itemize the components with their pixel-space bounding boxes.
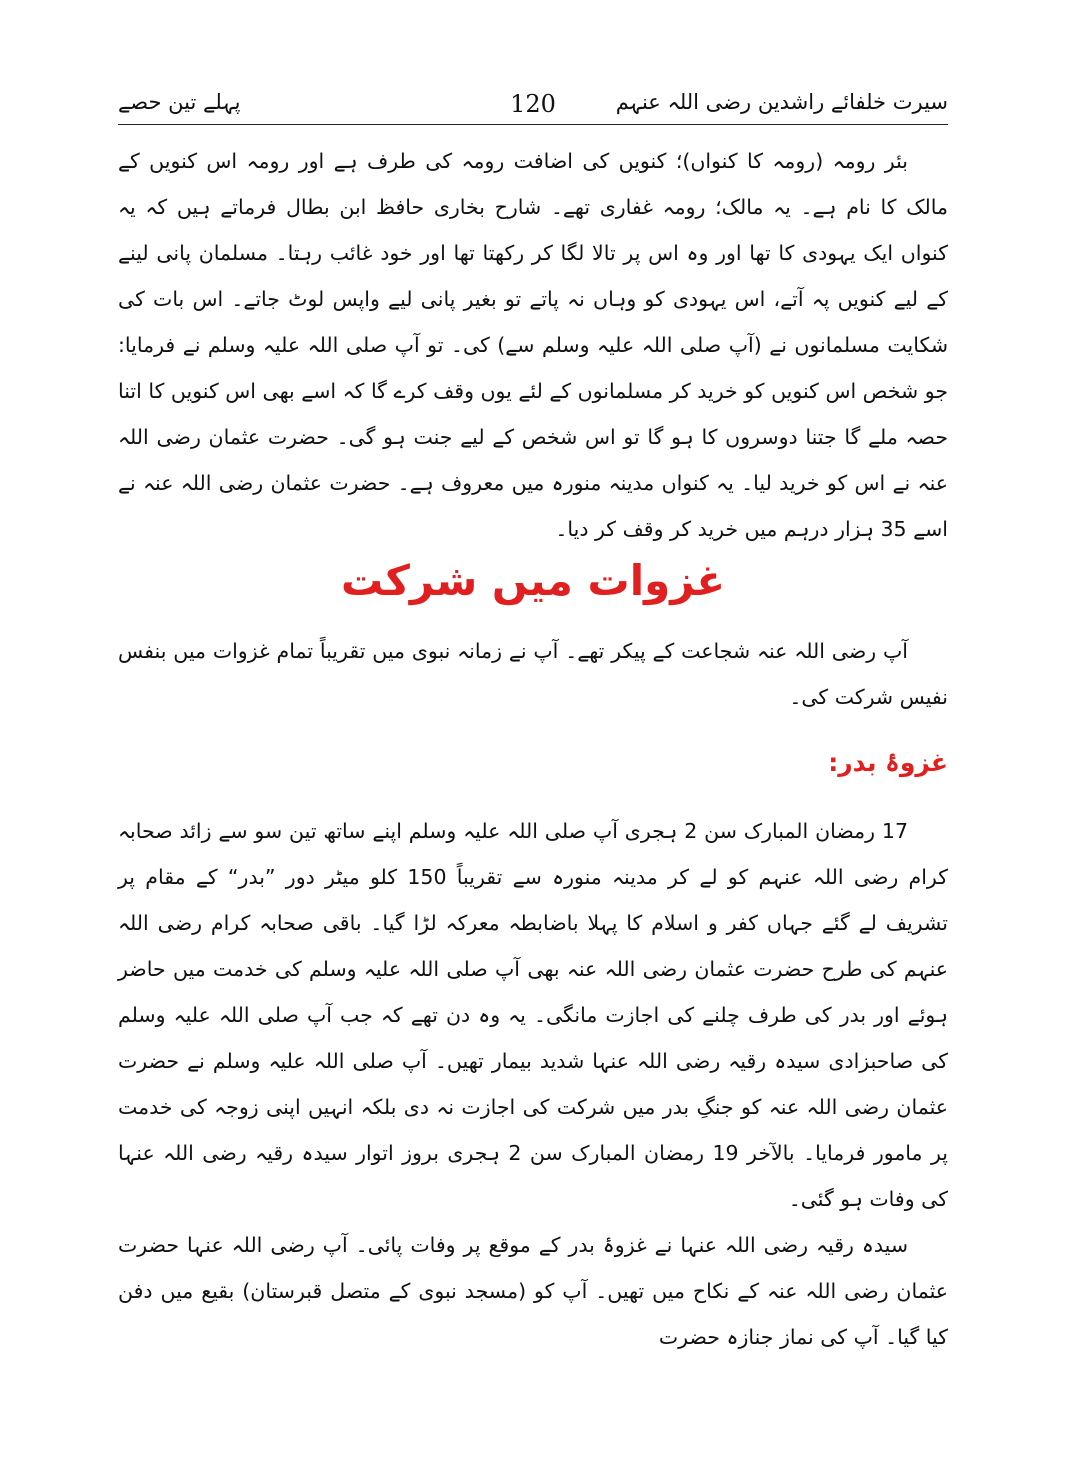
paragraph: بئر رومہ (رومہ کا کنواں)؛ کنویں کی اضافت رومہ کی طرف ہے اور رومہ اس کنویں کے مالک کا نام ہے۔ یہ مالک؛ رومہ غفاری تھے۔ شارح بخاری حافظ ابن بطال فرماتے ہیں کہ یہ کنواں ایک یہودی کا تھا اور وہ اس پر تالا لگا کر رکھتا تھا اور خود غائب رہتا۔ مسلمان پانی لینے کے لیے کنویں پہ آتے، اس یہودی کو وہاں نہ پاتے تو بغیر پانی لیے واپس لوٹ جاتے۔ اس بات کی شکایت مسلمانوں نے (آپ صلی اللہ علیہ وسلم سے) کی۔ تو آپ صلی اللہ علیہ وسلم نے فرمایا: جو شخص اس کنویں کو خرید کر مسلمانوں کے لئے یوں وقف کرے گا کہ اسے بھی اس کنویں کا اتنا حصہ ملے گا جتنا دوسروں کا ہو گا تو اس شخص کے لیے جنت ہو گی۔ حضرت عثمان رضی اللہ عنہ نے اس کو خرید لیا۔ یہ کنواں مدینہ منورہ میں معروف ہے۔ حضرت عثمان رضی اللہ عنہ نے اسے 35 ہزار درہم میں خرید کر وقف کر دیا۔ — [118, 149, 948, 541]
subheading-badr: غزوۂ بدر: — [828, 748, 948, 777]
paragraph: آپ رضی اللہ عنہ شجاعت کے پیکر تھے۔ آپ نے زمانہ نبوی میں تقریباً تمام غزوات میں بنفس نفیس شرکت کی۔ — [118, 639, 948, 709]
paragraph: 17 رمضان المبارک سن 2 ہجری آپ صلی اللہ علیہ وسلم اپنے ساتھ تین سو سے زائد صحابہ کرام رضی اللہ عنہم کو لے کر مدینہ منورہ سے تقریباً 150 کلو میٹر دور ”بدر“ کے مقام پر تشریف لے گئے جہاں کفر و اسلام کا پہلا باضابطہ معرکہ لڑا گیا۔ باقی صحابہ کرام رضی اللہ عنہم کی طرح حضرت عثمان رضی اللہ عنہ بھی آپ صلی اللہ علیہ وسلم کی خدمت میں حاضر ہوئے اور بدر کی طرف چلنے کی اجازت مانگی۔ یہ وہ دن تھے کہ جب آپ صلی اللہ علیہ وسلم کی صاحبزادی سیدہ رقیہ رضی اللہ عنہا شدید بیمار تھیں۔ آپ صلی اللہ علیہ وسلم نے حضرت عثمان رضی اللہ عنہ کو جنگِ بدر میں شرکت کی اجازت نہ دی بلکہ انہیں اپنی زوجہ کی خدمت پر مامور فرمایا۔ بالآخر 19 رمضان المبارک سن 2 ہجری بروز اتوار سیدہ رقیہ رضی اللہ عنہا کی وفات ہو گئی۔ — [118, 819, 948, 1211]
paragraph: سیدہ رقیہ رضی اللہ عنہا نے غزوۂ بدر کے موقع پر وفات پائی۔ آپ رضی اللہ عنہا حضرت عثمان رضی اللہ عنہ کے نکاح میں تھیں۔ آپ کو (مسجد نبوی کے متصل قبرستان) بقیع میں دفن کیا گیا۔ آپ کی نماز جنازہ حضرت — [118, 1233, 948, 1349]
paragraph-bir-rumah — [118, 138, 948, 552]
paragraph-badr — [118, 808, 948, 1360]
page-number: 120 — [510, 90, 556, 118]
page-header — [118, 84, 948, 125]
book-title: سیرت خلفائے راشدین رضی اللہ عنہم — [615, 90, 948, 114]
paragraph-ghazwat — [118, 628, 948, 720]
part-label: پہلے تین حصے — [118, 90, 241, 114]
section-title: غزوات میں شرکت — [340, 556, 726, 605]
